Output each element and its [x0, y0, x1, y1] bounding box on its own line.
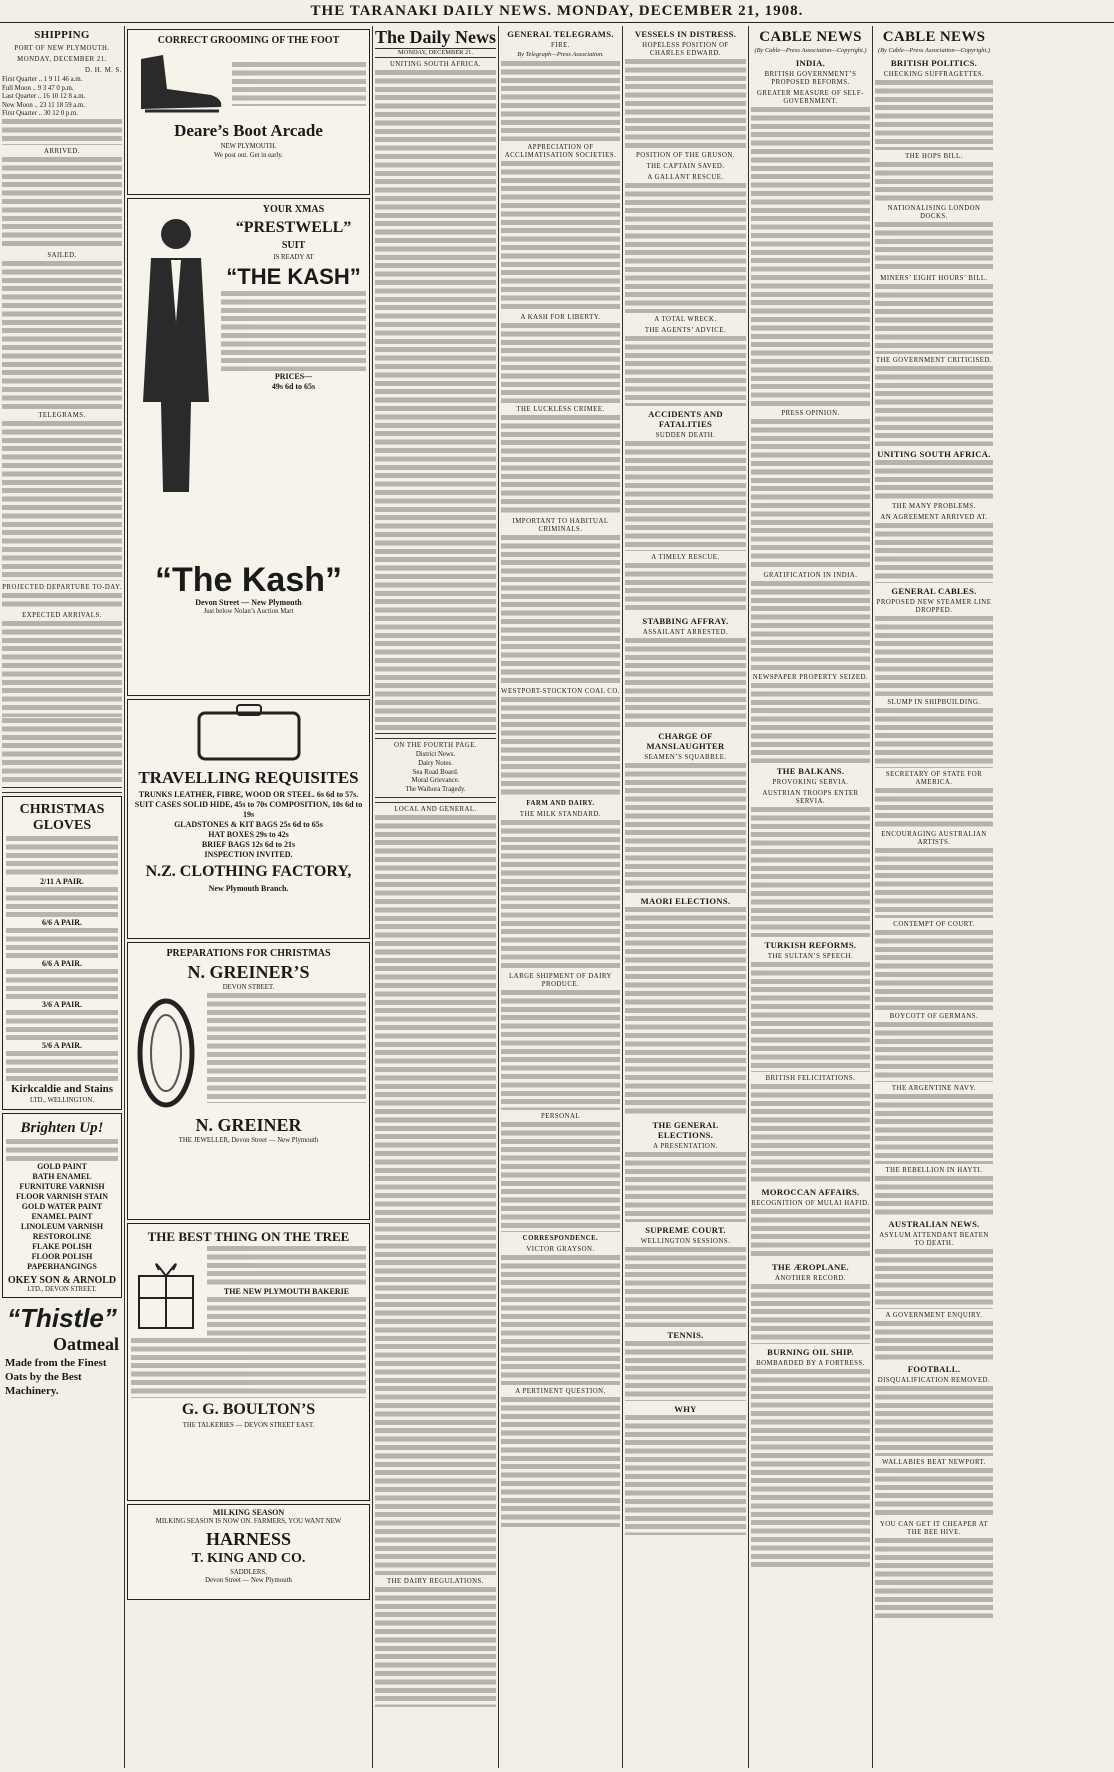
text-block — [875, 708, 993, 768]
criticised-heading: THE GOVERNMENT CRITICISED. — [875, 357, 993, 364]
glove-price: 5/6 A PAIR. — [41, 1040, 83, 1050]
text-block — [6, 1139, 118, 1161]
column-cable-news-2 — [875, 26, 1112, 1768]
text-block — [2, 119, 122, 145]
brighten-item: PAPERHANGINGS — [27, 1261, 97, 1271]
fourth-page-item: Moral Grievance. — [411, 777, 460, 785]
provoking-heading: PROVOKING SERVIA. — [772, 779, 849, 786]
text-block — [2, 718, 122, 784]
text-block — [207, 1297, 366, 1337]
text-block — [501, 990, 620, 1110]
australian-news-heading: AUSTRALIAN NEWS. — [888, 1219, 980, 1229]
gloves-title: CHRISTMAS GLOVES — [19, 801, 105, 833]
text-block — [625, 1152, 746, 1222]
kirkcaldie-sub: LTD., WELLINGTON. — [29, 1096, 95, 1104]
column-rule — [124, 26, 125, 1768]
text-block — [375, 70, 496, 730]
text-block — [751, 807, 870, 937]
accl-heading: APPRECIATION OF ACCLIMATISATION SOCIETIES. — [504, 144, 617, 159]
deare-title: CORRECT GROOMING OF THE FOOT — [157, 35, 340, 46]
thistle-title: “Thistle” — [7, 1303, 117, 1334]
british-politics-heading: BRITISH POLITICS. — [890, 58, 978, 68]
text-block — [625, 1341, 746, 1401]
produce-heading: LARGE SHIPMENT OF DAIRY PRODUCE. — [509, 973, 612, 988]
text-block — [751, 581, 870, 671]
oatmeal-tagline: Made from the Finest Oats by the Best Machinery. — [5, 1357, 107, 1398]
brighten-up-ad — [2, 1113, 122, 1299]
column-daily-news — [375, 26, 496, 1768]
brighten-item: LINOLEUM VARNISH — [20, 1221, 104, 1231]
asylum-heading: ASYLUM ATTENDANT BEATEN TO DEATH. — [879, 1232, 989, 1247]
okey-name: OKEY SON & ARNOLD — [7, 1274, 117, 1286]
brighten-item: RESTOROLINE — [32, 1231, 92, 1241]
column-general-telegrams — [501, 26, 620, 1768]
why-heading: WHY — [674, 1404, 697, 1414]
kash-liberty-heading: A KASH FOR LIBERTY. — [520, 314, 601, 321]
luckless-heading: THE LUCKLESS CRIMEE. — [516, 406, 605, 413]
boulton-name: G. G. BOULTON’S — [181, 1401, 316, 1418]
brighten-item: FLOOR POLISH — [31, 1251, 93, 1261]
brighten-item: FURNITURE VARNISH — [19, 1181, 105, 1191]
suffragettes-heading: CHECKING SUFFRAGETTES. — [883, 71, 985, 78]
kirkcaldie-name: Kirkcaldie and Stains — [10, 1082, 114, 1095]
travel-branch: New Plymouth Branch. — [208, 884, 289, 894]
article-heading: UNITING SOUTH AFRICA. — [389, 61, 482, 69]
masthead: THE TARANAKI DAILY NEWS. MONDAY, DECEMBER 21, 1908. — [0, 0, 1114, 23]
daily-news-title: The Daily News — [375, 27, 496, 47]
slump-heading: SLUMP IN SHIPBUILDING. — [887, 699, 981, 706]
king-name: T. KING AND CO. — [191, 1550, 306, 1566]
gratification-heading: GRATIFICATION IN INDIA. — [763, 572, 858, 579]
press-heading: PRESS OPINION. — [781, 410, 840, 417]
seaman-heading: SEAMEN’S SQUABBLE. — [644, 754, 727, 761]
text-block — [875, 366, 993, 446]
turkish-heading: TURKISH REFORMS. — [764, 940, 857, 950]
accidents-heading: ACCIDENTS AND FATALITIES — [648, 409, 723, 429]
column-advertisements — [127, 26, 370, 1768]
text-block — [6, 836, 118, 876]
text-block — [2, 621, 122, 717]
text-block — [501, 415, 620, 515]
text-block — [751, 962, 870, 1072]
kash-prestwell: “PRESTWELL” — [235, 219, 352, 236]
deare-name: Deare’s Boot Arcade — [174, 121, 323, 140]
brighten-item: ENAMEL PAINT — [31, 1211, 93, 1221]
aeroplane-heading: THE ÆROPLANE. — [772, 1262, 849, 1272]
enquiry-heading: A GOVERNMENT ENQUIRY. — [885, 1312, 983, 1319]
thistle-oatmeal-ad — [2, 1301, 122, 1401]
kash-ready: IS READY AT — [273, 254, 314, 261]
many-problems-heading: THE MANY PROBLEMS. — [892, 503, 976, 510]
vessels-heading: VESSELS IN DISTRESS. — [634, 29, 737, 39]
text-block — [2, 157, 122, 249]
text-block — [625, 563, 746, 613]
timely-heading: A TIMELY RESCUE. — [651, 554, 720, 561]
travel-item: SUIT CASES SOLID HIDE, 45s to 70s COMPOSITION, 10s 6d to 19s — [134, 800, 363, 820]
harness-title: HARNESS — [205, 1528, 292, 1549]
sessions-heading: WELLINGTON SESSIONS. — [640, 1238, 731, 1245]
mulai-heading: RECOGNITION OF MULAI HAFID. — [751, 1200, 870, 1207]
column-cable-news-1 — [751, 26, 870, 1768]
hops-heading: THE HOPS BILL. — [905, 153, 963, 160]
text-block — [221, 291, 366, 371]
question-heading: A PERTINENT QUESTION. — [515, 1388, 606, 1395]
tide-row: New Moon .. 23 11 18 59 a.m. — [2, 101, 86, 109]
australian-artists-heading: ENCOURAGING AUSTRALIAN ARTISTS. — [881, 831, 987, 846]
cable-byline: (By Cable—Press Association—Copyright.) — [754, 47, 867, 54]
tow-heading: A TOTAL WRECK. — [654, 316, 717, 323]
fourth-page-item: Sea Road Board. — [412, 768, 459, 776]
tree-title: THE BEST THING ON THE TREE — [147, 1229, 350, 1244]
text-block — [375, 1587, 496, 1707]
bracelet-icon — [131, 993, 201, 1113]
kash-name: “THE KASH” — [226, 263, 361, 289]
felicitations-heading: BRITISH FELICITATIONS. — [765, 1075, 856, 1082]
prep-title: PREPARATIONS FOR CHRISTMAS — [166, 948, 331, 959]
departures-heading: PROJECTED DEPARTURE TO-DAY. — [2, 583, 122, 591]
miners-heading: MINERS’ EIGHT HOURS’ BILL. — [880, 275, 988, 282]
secretary-heading: SECRETARY OF STATE FOR AMERICA. — [885, 771, 983, 786]
text-block — [875, 1468, 993, 1518]
kash-suit-ad — [127, 198, 370, 696]
presentation-heading: A PRESENTATION. — [653, 1143, 718, 1150]
text-block — [501, 1255, 620, 1385]
text-block — [131, 1338, 366, 1398]
cable-byline-2: (By Cable—Press Association—Copyright.) — [877, 47, 990, 54]
text-block — [207, 1246, 366, 1286]
travelling-requisites-ad — [127, 699, 370, 939]
haiti-heading: THE REBELLION IN HAYTI. — [885, 1167, 983, 1174]
glove-price: 2/11 A PAIR. — [40, 876, 84, 886]
glove-price: 6/6 A PAIR. — [41, 917, 83, 927]
divider — [375, 733, 496, 739]
text-block — [875, 1022, 993, 1082]
text-block — [875, 1249, 993, 1309]
tennis-heading: TENNIS. — [667, 1330, 704, 1340]
boulton-address: THE TALKERIES — DEVON STREET EAST. — [182, 1422, 315, 1429]
moroccan-heading: MOROCCAN AFFAIRS. — [761, 1187, 860, 1197]
manslaughter-heading: CHARGE OF MANSLAUGHTER — [646, 731, 725, 751]
trunk-icon — [189, 703, 309, 763]
column-rule — [622, 26, 623, 1768]
fourth-page-item: The Waihora Tragedy. — [405, 785, 466, 793]
text-block — [875, 930, 993, 1010]
telegrams-heading: TELEGRAMS. — [38, 411, 86, 419]
sultan-heading: THE SULTAN’S SPEECH. — [767, 953, 854, 960]
steamer-heading: PROPOSED NEW STEAMER LINE DROPPED. — [876, 599, 992, 614]
suited-man-icon — [131, 202, 221, 502]
text-block — [207, 993, 366, 1103]
gallant-heading: A GALLANT RESCUE. — [647, 174, 724, 181]
text-block — [751, 107, 870, 407]
text-block — [875, 80, 993, 150]
victor-heading: VICTOR GRAYSON. — [526, 1246, 595, 1253]
column-rule — [498, 26, 499, 1768]
text-block — [625, 1415, 746, 1535]
travel-item: BRIEF BAGS 12s 6d to 21s — [201, 840, 296, 850]
text-block — [625, 441, 746, 551]
milking-title: MILKING SEASON — [212, 1508, 285, 1517]
stabbing-heading: STABBING AFFRAY. — [642, 616, 729, 626]
text-block — [501, 161, 620, 311]
text-block — [501, 323, 620, 403]
text-block — [6, 969, 118, 999]
oatmeal-title: Oatmeal — [53, 1334, 119, 1355]
text-block — [501, 1122, 620, 1232]
personal-heading: PERSONAL — [540, 1113, 581, 1120]
newspaper-heading: NEWSPAPER PROPERTY SEIZED. — [752, 674, 869, 681]
text-block — [501, 820, 620, 970]
deare-town: NEW PLYMOUTH. — [220, 143, 277, 150]
saddlers: SADDLERS, — [230, 1568, 267, 1576]
maori-heading: MAORI ELECTIONS. — [640, 896, 731, 906]
expected-heading: EXPECTED ARRIVALS. — [22, 611, 102, 619]
column-vessels — [625, 26, 746, 1768]
text-block — [751, 419, 870, 569]
tide-row: First Quarter .. 30 12 0 p.m. — [2, 110, 78, 118]
greiner-jeweller-ad — [127, 942, 370, 1220]
farm-heading: FARM AND DAIRY. — [526, 800, 595, 807]
agreement-heading: AN AGREEMENT ARRIVED AT. — [880, 514, 988, 521]
text-block — [501, 697, 620, 797]
text-block — [751, 683, 870, 763]
text-block — [875, 616, 993, 696]
text-block — [875, 1538, 993, 1618]
brighten-item: FLAKE POLISH — [32, 1241, 92, 1251]
football-heading: FOOTBALL. — [907, 1364, 961, 1374]
captain-heading: THE CAPTAIN SAVED. — [646, 163, 725, 170]
milk-heading: THE MILK STANDARD. — [519, 811, 602, 818]
westport-heading: WESTPORT-STOCKTON COAL CO. — [501, 688, 620, 695]
text-block — [875, 1094, 993, 1164]
brighten-title: Brighten Up! — [20, 1119, 104, 1136]
text-block — [6, 1010, 118, 1040]
kash-range: 49s 6d to 65s — [271, 381, 316, 391]
text-block — [501, 535, 620, 685]
port-heading: PORT OF NEW PLYMOUTH. — [14, 45, 110, 52]
general-telegrams-heading: GENERAL TELEGRAMS. — [507, 29, 614, 39]
text-block — [875, 222, 993, 272]
bombarded-heading: BOMBARDED BY A FORTRESS. — [756, 1360, 865, 1367]
greiner-name-2: N. GREINER — [195, 1114, 302, 1135]
contempt-heading: CONTEMPT OF COURT. — [893, 921, 975, 928]
text-block — [501, 61, 620, 141]
text-block — [751, 1284, 870, 1344]
travel-item: HAT BOXES 29s to 42s — [208, 830, 289, 840]
docks-heading: NATIONALISING LONDON DOCKS. — [887, 205, 981, 220]
milking-sub: MILKING SEASON IS NOW ON. FARMERS, YOU WANT NEW — [155, 1518, 342, 1525]
fourth-page-item: Dairy Notes. — [418, 760, 453, 767]
column-shipping — [2, 26, 122, 1768]
travel-invite: INSPECTION INVITED. — [204, 850, 293, 860]
text-block — [625, 638, 746, 728]
greiner-street: DEVON STREET. — [222, 984, 275, 991]
fourth-page-heading: ON THE FOURTH PAGE. — [393, 742, 478, 750]
brighten-list — [6, 1162, 118, 1272]
text-block — [232, 62, 366, 106]
deare-boot-ad — [127, 29, 370, 195]
cheaper-heading: YOU CAN GET IT CHEAPER AT THE BEE HIVE. — [879, 1521, 989, 1536]
okey-sub: LTD., DEVON STREET. — [27, 1285, 97, 1293]
column-rule — [872, 26, 873, 1768]
port-date: MONDAY, DECEMBER 21. — [17, 56, 107, 63]
text-block — [875, 848, 993, 918]
shipping-heading: SHIPPING — [34, 29, 90, 41]
daily-news-date: MONDAY, DECEMBER 21. — [375, 49, 496, 58]
fourth-page-list — [375, 751, 496, 794]
kash-address: Devon Street — New Plymouth — [195, 598, 302, 607]
deare-footer: We post out. Get in early. — [213, 151, 284, 159]
text-block — [751, 1369, 870, 1569]
divider — [2, 787, 122, 793]
text-block — [625, 183, 746, 313]
glove-price: 6/6 A PAIR. — [41, 958, 83, 968]
travel-item: GLADSTONES & KIT BAGS 25s 6d to 65s — [174, 820, 323, 830]
india-sub-2: GREATER MEASURE OF SELF-GOVERNMENT. — [757, 90, 864, 105]
christmas-gift-icon — [131, 1246, 201, 1336]
text-block — [751, 1084, 870, 1184]
fourth-page-item: District News. — [415, 751, 456, 759]
vessels-sub: HOPELESS POSITION OF CHARLES EDWARD. — [642, 42, 729, 57]
text-block — [625, 59, 746, 149]
text-block — [6, 887, 118, 917]
disqualification-heading: DISQUALIFICATION REMOVED. — [877, 1377, 991, 1384]
correspondence-heading: CORRESPONDENCE. — [522, 1235, 599, 1242]
divider — [375, 797, 496, 803]
dairy-heading: THE DAIRY REGULATIONS. — [386, 1578, 485, 1586]
text-block — [875, 1176, 993, 1216]
text-block — [6, 928, 118, 958]
text-block — [875, 523, 993, 583]
tide-row: Last Quarter .. 16 10 12 8 a.m. — [2, 93, 86, 101]
argentine-heading: THE ARGENTINE NAVY. — [891, 1085, 977, 1092]
column-rule — [748, 26, 749, 1768]
text-block — [501, 1397, 620, 1527]
travel-title: TRAVELLING REQUISITES — [138, 768, 359, 788]
text-block — [625, 1247, 746, 1327]
habitual-heading: IMPORTANT TO HABITUAL CRIMINALS. — [512, 518, 609, 533]
tide-table-head: D. H. M. S. — [84, 67, 122, 74]
text-block — [875, 460, 993, 500]
greiner-sub: THE JEWELLER, Devon Street — New Plymouth — [178, 1136, 319, 1144]
kash-name-large: “The Kash” — [154, 561, 343, 599]
text-block — [875, 162, 993, 202]
text-block — [751, 1209, 870, 1259]
column-rule — [372, 26, 373, 1768]
brighten-item: GOLD PAINT — [37, 1161, 87, 1171]
glove-price: 3/6 A PAIR. — [41, 999, 83, 1009]
balkans-heading: THE BALKANS. — [776, 766, 845, 776]
tide-row: First Quarter .. 1 9 11 46 a.m. — [2, 76, 83, 83]
text-block — [625, 907, 746, 1117]
general-cables-heading: GENERAL CABLES. — [891, 586, 977, 596]
christmas-gloves-ad — [2, 796, 122, 1110]
india-heading: INDIA. — [795, 58, 826, 68]
local-general-heading: LOCAL AND GENERAL. — [394, 806, 477, 814]
text-block — [375, 815, 496, 1575]
cable-news-heading: CABLE NEWS — [759, 29, 862, 45]
wallabies-heading: WALLABIES BEAT NEWPORT. — [882, 1459, 986, 1466]
supreme-court-heading: SUPREME COURT. — [645, 1225, 726, 1235]
boycott-heading: BOYCOTT OF GERMANS. — [889, 1013, 979, 1020]
another-record-heading: ANOTHER RECORD. — [775, 1275, 846, 1282]
king-address: Devon Street — New Plymouth — [205, 1577, 292, 1585]
best-thing-tree-ad — [127, 1223, 370, 1501]
india-sub: BRITISH GOVERNMENT’S PROPOSED REFORMS. — [764, 71, 857, 86]
bakery-name: THE NEW PLYMOUTH BAKERIE — [223, 1287, 350, 1296]
gruson-heading: POSITION OF THE GRUSON. — [636, 152, 735, 159]
text-block — [625, 336, 746, 406]
text-block — [2, 421, 122, 581]
text-block — [875, 284, 993, 354]
brighten-item: GOLD WATER PAINT — [21, 1201, 103, 1211]
austrian-heading: AUSTRIAN TROOPS ENTER SERVIA. — [762, 790, 859, 805]
cable-news-heading-2: CABLE NEWS — [882, 29, 986, 45]
text-block — [2, 261, 122, 409]
brighten-item: BATH ENAMEL — [32, 1171, 92, 1181]
harness-ad — [127, 1504, 370, 1600]
greiner-name: N. GREINER’S — [187, 962, 310, 982]
general-elections-heading: THE GENERAL ELECTIONS. — [652, 1120, 719, 1140]
boot-icon — [131, 49, 226, 119]
travel-list — [131, 790, 366, 850]
byline: By Telegraph—Press Association. — [517, 51, 604, 58]
travel-firm: N.Z. CLOTHING FACTORY, — [145, 863, 352, 881]
tide-row: Full Moon .. 9 3 47 0 p.m. — [2, 84, 74, 92]
kash-near: Just below Nolan’s Auction Mart — [203, 608, 294, 615]
arrived-heading: ARRIVED. — [44, 147, 80, 155]
kash-xmas: YOUR XMAS — [262, 204, 325, 215]
text-block — [875, 1321, 993, 1361]
uniting-heading: UNITING SOUTH AFRICA. — [877, 449, 991, 459]
sailed-heading: SAILED. — [47, 251, 77, 259]
agents-heading: THE AGENTS’ ADVICE. — [644, 327, 727, 334]
brighten-item: FLOOR VARNISH STAIN — [15, 1191, 109, 1201]
travel-item: TRUNKS LEATHER, FIBRE, WOOD OR STEEL. 6s 6d to 57s. — [138, 790, 359, 800]
text-block — [2, 593, 122, 609]
kash-prices: PRICES— — [274, 371, 313, 381]
text-block — [6, 1051, 118, 1081]
assailant-heading: ASSAILANT ARRESTED. — [642, 629, 729, 636]
burning-heading: BURNING OIL SHIP. — [767, 1347, 854, 1357]
sudden-heading: SUDDEN DEATH. — [655, 432, 716, 439]
kash-suit: SUIT — [281, 240, 306, 251]
text-block — [875, 788, 993, 828]
text-block — [875, 1386, 993, 1456]
fire-heading: FIRE. — [551, 42, 570, 49]
text-block — [625, 763, 746, 893]
